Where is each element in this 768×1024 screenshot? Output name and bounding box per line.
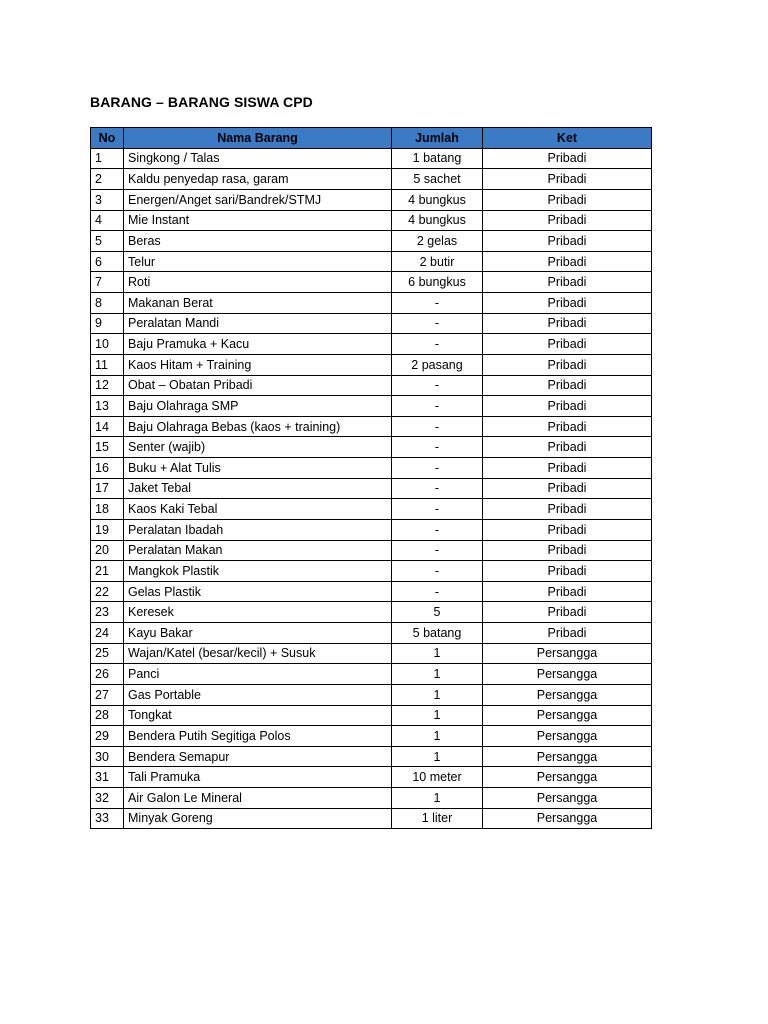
header-jumlah: Jumlah (392, 128, 483, 149)
table-row (91, 396, 652, 417)
item-quantity: - (392, 478, 483, 499)
table-row (91, 458, 652, 479)
item-name: Panci (124, 664, 392, 685)
item-name: Obat – Obatan Pribadi (124, 375, 392, 396)
item-note: Pribadi (483, 437, 652, 458)
table-row (91, 643, 652, 664)
table-row (91, 540, 652, 561)
item-name: Mie Instant (124, 210, 392, 231)
row-number: 11 (91, 354, 124, 375)
item-note: Pribadi (483, 293, 652, 314)
item-quantity: 4 bungkus (392, 210, 483, 231)
item-quantity: - (392, 375, 483, 396)
table-row (91, 416, 652, 437)
item-name: Bendera Putih Segitiga Polos (124, 726, 392, 747)
row-number: 3 (91, 189, 124, 210)
table-row (91, 169, 652, 190)
item-quantity: 1 (392, 643, 483, 664)
item-name: Mangkok Plastik (124, 561, 392, 582)
row-number: 26 (91, 664, 124, 685)
table-row (91, 354, 652, 375)
item-note: Pribadi (483, 375, 652, 396)
item-quantity: 1 batang (392, 148, 483, 169)
item-note: Pribadi (483, 581, 652, 602)
row-number: 22 (91, 581, 124, 602)
item-quantity: - (392, 561, 483, 582)
row-number: 24 (91, 623, 124, 644)
item-quantity: 10 meter (392, 767, 483, 788)
item-note: Persangga (483, 788, 652, 809)
item-note: Pribadi (483, 189, 652, 210)
item-name: Kaldu penyedap rasa, garam (124, 169, 392, 190)
row-number: 16 (91, 458, 124, 479)
table-row (91, 561, 652, 582)
row-number: 1 (91, 148, 124, 169)
item-note: Pribadi (483, 251, 652, 272)
row-number: 14 (91, 416, 124, 437)
table-row (91, 231, 652, 252)
item-name: Roti (124, 272, 392, 293)
row-number: 13 (91, 396, 124, 417)
row-number: 20 (91, 540, 124, 561)
item-note: Persangga (483, 767, 652, 788)
item-name: Bendera Semapur (124, 746, 392, 767)
item-quantity: 5 batang (392, 623, 483, 644)
item-name: Energen/Anget sari/Bandrek/STMJ (124, 189, 392, 210)
header-ket: Ket (483, 128, 652, 149)
table-row (91, 519, 652, 540)
item-note: Pribadi (483, 602, 652, 623)
item-note: Pribadi (483, 540, 652, 561)
row-number: 32 (91, 788, 124, 809)
item-name: Baju Olahraga SMP (124, 396, 392, 417)
row-number: 21 (91, 561, 124, 582)
item-quantity: 1 (392, 664, 483, 685)
item-name: Air Galon Le Mineral (124, 788, 392, 809)
table-row (91, 334, 652, 355)
item-name: Peralatan Mandi (124, 313, 392, 334)
table-row (91, 293, 652, 314)
row-number: 10 (91, 334, 124, 355)
item-name: Peralatan Makan (124, 540, 392, 561)
table-row (91, 746, 652, 767)
row-number: 2 (91, 169, 124, 190)
table-row (91, 726, 652, 747)
item-note: Pribadi (483, 148, 652, 169)
item-quantity: 1 (392, 726, 483, 747)
item-note: Pribadi (483, 478, 652, 499)
table-row (91, 272, 652, 293)
item-name: Baju Pramuka + Kacu (124, 334, 392, 355)
row-number: 8 (91, 293, 124, 314)
item-note: Pribadi (483, 458, 652, 479)
item-quantity: - (392, 334, 483, 355)
item-quantity: 1 liter (392, 808, 483, 829)
table-row (91, 581, 652, 602)
table-row (91, 705, 652, 726)
item-name: Buku + Alat Tulis (124, 458, 392, 479)
item-name: Telur (124, 251, 392, 272)
item-note: Pribadi (483, 210, 652, 231)
item-quantity: - (392, 540, 483, 561)
item-note: Pribadi (483, 169, 652, 190)
item-quantity: - (392, 581, 483, 602)
item-quantity: 1 (392, 746, 483, 767)
row-number: 17 (91, 478, 124, 499)
table-row (91, 788, 652, 809)
item-quantity: 5 (392, 602, 483, 623)
item-note: Pribadi (483, 416, 652, 437)
items-table (90, 127, 652, 829)
item-quantity: 4 bungkus (392, 189, 483, 210)
item-quantity: 1 (392, 788, 483, 809)
item-name: Jaket Tebal (124, 478, 392, 499)
item-name: Kaos Hitam + Training (124, 354, 392, 375)
row-number: 23 (91, 602, 124, 623)
item-note: Pribadi (483, 231, 652, 252)
item-note: Persangga (483, 705, 652, 726)
row-number: 4 (91, 210, 124, 231)
item-note: Persangga (483, 684, 652, 705)
item-quantity: 2 butir (392, 251, 483, 272)
item-name: Wajan/Katel (besar/kecil) + Susuk (124, 643, 392, 664)
table-row (91, 602, 652, 623)
item-quantity: 1 (392, 705, 483, 726)
item-name: Kayu Bakar (124, 623, 392, 644)
table-row (91, 313, 652, 334)
item-note: Pribadi (483, 334, 652, 355)
item-quantity: 6 bungkus (392, 272, 483, 293)
item-note: Pribadi (483, 272, 652, 293)
item-quantity: - (392, 519, 483, 540)
row-number: 7 (91, 272, 124, 293)
table-row (91, 808, 652, 829)
item-note: Pribadi (483, 623, 652, 644)
item-note: Persangga (483, 808, 652, 829)
item-name: Singkong / Talas (124, 148, 392, 169)
item-quantity: 2 gelas (392, 231, 483, 252)
table-row (91, 664, 652, 685)
row-number: 12 (91, 375, 124, 396)
table-row (91, 478, 652, 499)
item-name: Tongkat (124, 705, 392, 726)
item-quantity: 1 (392, 684, 483, 705)
table-row (91, 210, 652, 231)
item-note: Pribadi (483, 519, 652, 540)
item-note: Persangga (483, 643, 652, 664)
item-name: Tali Pramuka (124, 767, 392, 788)
item-quantity: - (392, 437, 483, 458)
item-name: Gas Portable (124, 684, 392, 705)
row-number: 25 (91, 643, 124, 664)
item-note: Pribadi (483, 499, 652, 520)
table-row (91, 684, 652, 705)
item-quantity: - (392, 396, 483, 417)
row-number: 33 (91, 808, 124, 829)
item-name: Peralatan Ibadah (124, 519, 392, 540)
item-note: Persangga (483, 664, 652, 685)
table-row (91, 499, 652, 520)
table-body (91, 148, 652, 829)
item-name: Senter (wajib) (124, 437, 392, 458)
item-name: Beras (124, 231, 392, 252)
item-note: Pribadi (483, 354, 652, 375)
item-quantity: - (392, 313, 483, 334)
item-note: Pribadi (483, 313, 652, 334)
item-name: Minyak Goreng (124, 808, 392, 829)
table-header-row (91, 128, 652, 149)
table-row (91, 189, 652, 210)
row-number: 18 (91, 499, 124, 520)
row-number: 30 (91, 746, 124, 767)
row-number: 6 (91, 251, 124, 272)
item-name: Baju Olahraga Bebas (kaos + training) (124, 416, 392, 437)
header-no: No (91, 128, 124, 149)
item-name: Gelas Plastik (124, 581, 392, 602)
item-note: Pribadi (483, 561, 652, 582)
item-name: Keresek (124, 602, 392, 623)
table-row (91, 251, 652, 272)
table-row (91, 148, 652, 169)
item-note: Pribadi (483, 396, 652, 417)
row-number: 15 (91, 437, 124, 458)
item-quantity: 2 pasang (392, 354, 483, 375)
row-number: 5 (91, 231, 124, 252)
row-number: 27 (91, 684, 124, 705)
row-number: 19 (91, 519, 124, 540)
table-row (91, 767, 652, 788)
item-quantity: - (392, 416, 483, 437)
item-note: Persangga (483, 746, 652, 767)
item-name: Makanan Berat (124, 293, 392, 314)
item-note: Persangga (483, 726, 652, 747)
item-name: Kaos Kaki Tebal (124, 499, 392, 520)
document-title: BARANG – BARANG SISWA CPD (90, 94, 313, 110)
row-number: 9 (91, 313, 124, 334)
item-quantity: - (392, 293, 483, 314)
header-nama-barang: Nama Barang (124, 128, 392, 149)
item-quantity: 5 sachet (392, 169, 483, 190)
item-quantity: - (392, 499, 483, 520)
row-number: 29 (91, 726, 124, 747)
item-quantity: - (392, 458, 483, 479)
table-row (91, 623, 652, 644)
row-number: 31 (91, 767, 124, 788)
table-row (91, 375, 652, 396)
table-row (91, 437, 652, 458)
row-number: 28 (91, 705, 124, 726)
